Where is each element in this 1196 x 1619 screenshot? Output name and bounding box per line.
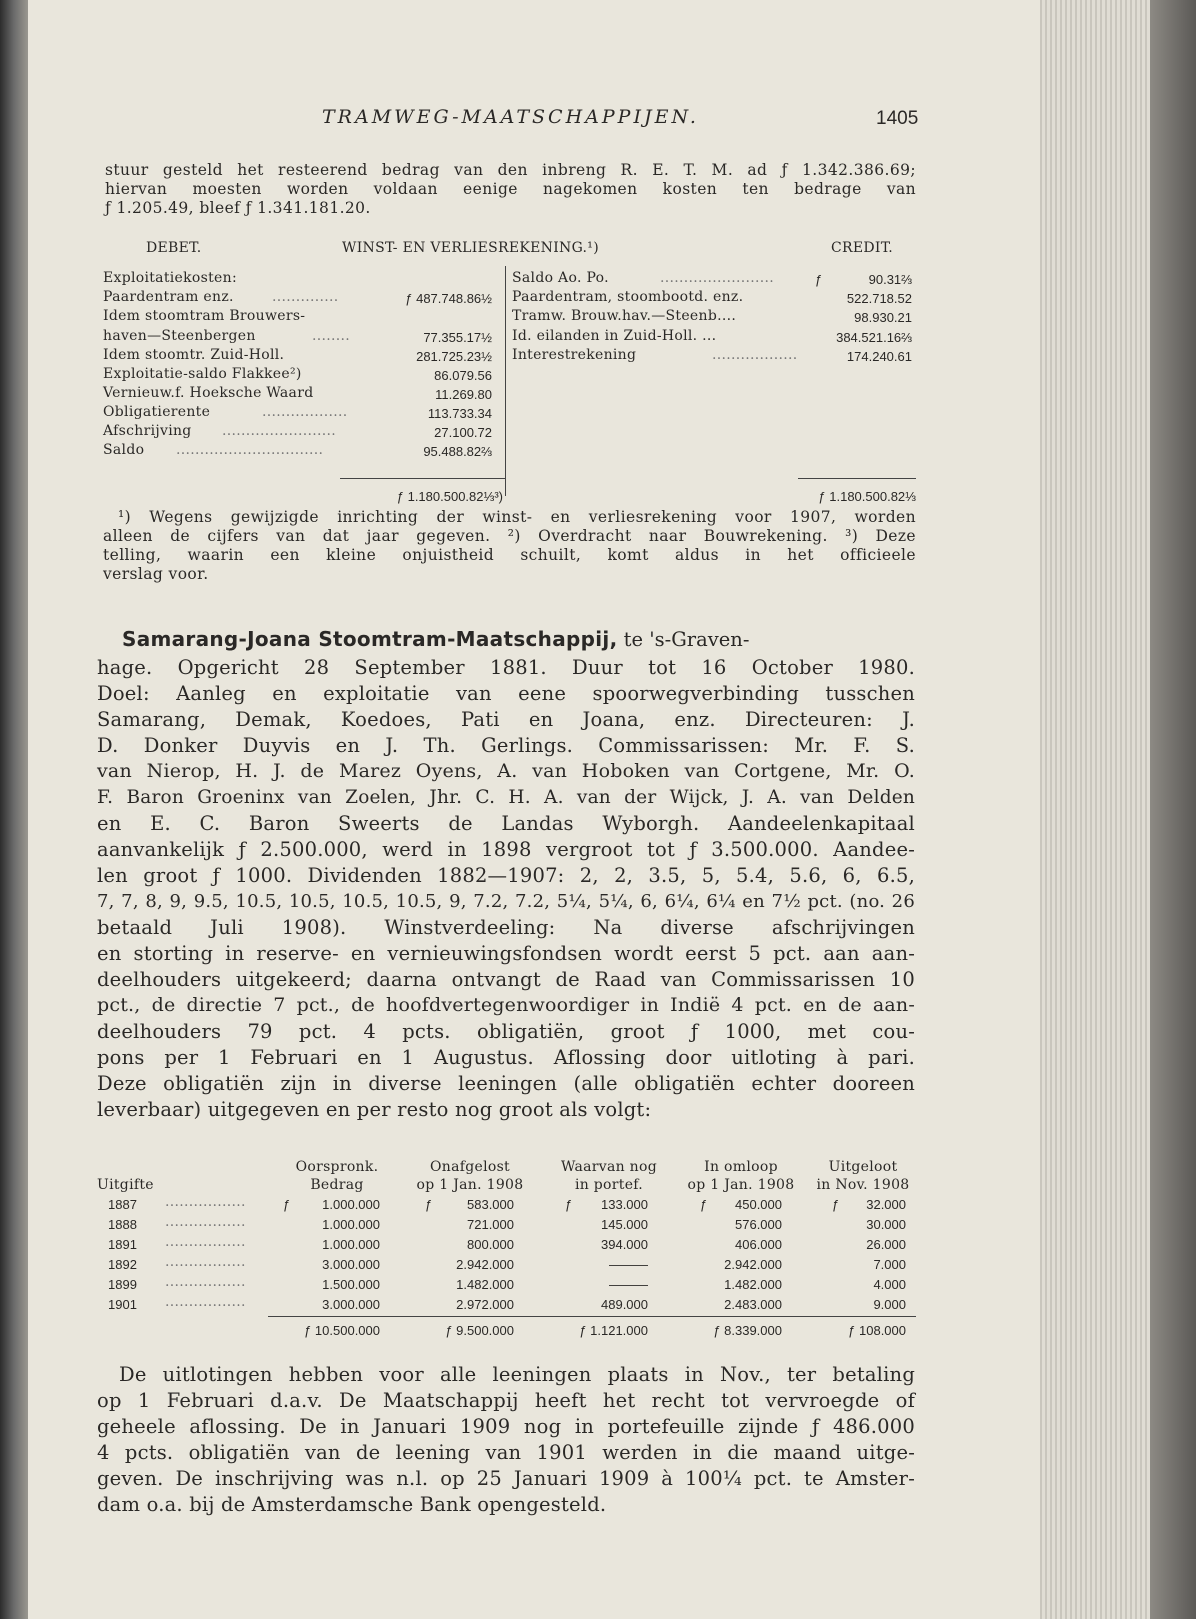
company-line: van Nierop, H. J. de Marez Oyens, A. van Hoboken van Cortgene, Mr. O. (97, 760, 915, 782)
credit-amount: 174.240.61 (846, 349, 912, 364)
bonds-header-line2: op 1 Jan. 1908 (416, 1177, 524, 1193)
bonds-year: 1892 (108, 1257, 137, 1272)
bonds-total: ƒ 108.000 (848, 1323, 906, 1338)
debit-total-rule (340, 478, 505, 479)
bonds-value: 30.000 (866, 1217, 906, 1232)
debit-label: Exploitatie-saldo Flakkee²) (103, 366, 302, 382)
bonds-value: 2.942.000 (456, 1257, 514, 1272)
intro-line: hiervan moesten worden voldaan eenige nagekomen kosten ten bedrage van (105, 180, 916, 198)
bonds-value: 394.000 (601, 1237, 648, 1252)
pl-debet-label: DEBET. (146, 240, 202, 256)
company-line: aanvankelijk ƒ 2.500.000, werd in 1898 vergroot tot ƒ 3.500.000. Aandee- (97, 838, 915, 861)
debit-amount: 113.733.34 (427, 406, 492, 421)
bonds-value: 1.482.000 (456, 1277, 514, 1292)
bonds-value: 800.000 (467, 1237, 514, 1252)
credit-label: Id. eilanden in Zuid-Holl. ... (512, 328, 717, 344)
bonds-value: 721.000 (467, 1217, 514, 1232)
pl-title: WINST- EN VERLIESREKENING.¹) (342, 240, 599, 256)
bonds-value: 2.972.000 (456, 1297, 514, 1312)
bonds-value: 450.000 (735, 1197, 782, 1212)
debit-amount: ƒ 487.748.86½ (405, 291, 492, 306)
debit-label: haven—Steenbergen (103, 328, 256, 344)
credit-label: Tramw. Brouw.hav.—Steenb.... (512, 308, 737, 324)
bonds-value: 3.000.000 (322, 1297, 380, 1312)
bonds-year: 1888 (108, 1217, 137, 1232)
debit-amount: 77.355.17½ (423, 330, 492, 345)
bonds-total: ƒ 8.339.000 (713, 1323, 782, 1338)
dot-leader: ........ (312, 328, 351, 344)
dot-leader: ................. (165, 1254, 246, 1270)
bonds-header-line2: in Nov. 1908 (816, 1177, 910, 1193)
bonds-total: ƒ 1.121.000 (579, 1323, 648, 1338)
company-location: te 's-Graven- (623, 628, 750, 651)
credit-total-rule (798, 478, 916, 479)
dot-leader: ................. (165, 1234, 246, 1250)
bonds-value: 2.942.000 (724, 1257, 782, 1272)
company-name: Samarang-Joana Stoomtram-Maatschappij, (122, 627, 618, 651)
bonds-value: 1.000.000 (322, 1197, 380, 1212)
credit-amount: 90.31⅔ (868, 272, 912, 287)
debit-label: Vernieuw.f. Hoeksche Waard (103, 385, 314, 401)
debit-amount: 95.488.82⅔ (423, 444, 492, 459)
bonds-value: 406.000 (735, 1237, 782, 1252)
company-line: F. Baron Groeninx van Zoelen, Jhr. C. H. A. van der Wijck, J. A. van Delden (97, 787, 915, 808)
pl-credit-label: CREDIT. (831, 240, 894, 256)
company-line: Deze obligatiën zijn in diverse leeningen (alle obligatiën echter dooreen (97, 1072, 915, 1095)
debit-label: Paardentram enz. (103, 289, 234, 305)
bonds-header-line2: Bedrag (310, 1177, 364, 1193)
credit-label: Saldo Ao. Po. (512, 270, 609, 286)
debit-label: Afschrijving (103, 423, 192, 439)
closing-line: geheele aflossing. De in Januari 1909 nog in portefeuille zijnde ƒ 486.000 (97, 1415, 915, 1438)
bonds-value: 2.483.000 (724, 1297, 782, 1312)
dot-leader: ........................ (222, 423, 337, 439)
bonds-currency: ƒ (832, 1197, 840, 1212)
bonds-header-line1: Uitgeloot (828, 1159, 898, 1175)
company-line: pons per 1 Februari en 1 Augustus. Aflossing door uitloting à pari. (97, 1046, 915, 1069)
page-edges-shadow (1150, 0, 1196, 1619)
dot-leader: ........................ (660, 270, 775, 286)
bonds-currency: ƒ (565, 1197, 573, 1212)
bonds-value: 583.000 (467, 1197, 514, 1212)
closing-line: 4 pcts. obligatiën van de leening van 1901 werden in die maand uitge- (97, 1441, 915, 1464)
debit-total: ƒ 1.180.500.82⅓³) (396, 489, 503, 504)
footnote-line: alleen de cijfers van dat jaar gegeven. ²) Overdracht naar Bouwrekening. ³) Deze (103, 527, 916, 545)
bonds-currency: ƒ (700, 1197, 708, 1212)
bonds-header-line2: op 1 Jan. 1908 (687, 1177, 795, 1193)
bonds-value: 7.000 (873, 1257, 906, 1272)
debit-label: Idem stoomtr. Zuid-Holl. (103, 347, 285, 363)
credit-label: Interestrekening (512, 347, 637, 363)
bonds-value: 145.000 (601, 1217, 648, 1232)
pl-divider (505, 266, 506, 496)
debit-label: Idem stoomtram Brouwers- (103, 308, 306, 324)
dot-leader: ................. (165, 1294, 246, 1310)
debit-amount: 27.100.72 (434, 425, 492, 440)
bonds-header-line1: In omloop (704, 1159, 778, 1175)
debit-label: Saldo (103, 442, 145, 458)
bonds-value: 133.000 (601, 1197, 648, 1212)
credit-total: ƒ 1.180.500.82⅓ (818, 489, 916, 504)
credit-label: Paardentram, stoombootd. enz. (512, 289, 744, 305)
bonds-value: 1.000.000 (322, 1217, 380, 1232)
closing-line: dam o.a. bij de Amsterdamsche Bank opengesteld. (97, 1493, 607, 1516)
bonds-total: ƒ 9.500.000 (445, 1323, 514, 1338)
debit-amount: 86.079.56 (434, 368, 492, 383)
footnote-line: ¹) Wegens gewijzigde inrichting der winst- en verliesrekening voor 1907, worden (118, 508, 916, 526)
bonds-value: ——— (609, 1257, 648, 1272)
bonds-value: 26.000 (866, 1237, 906, 1252)
company-line: deelhouders 79 pct. 4 pcts. obligatiën, groot ƒ 1000, met cou- (97, 1020, 915, 1043)
company-heading (122, 627, 749, 651)
bonds-value: 1.482.000 (724, 1277, 782, 1292)
dot-leader: .................. (262, 404, 348, 420)
bonds-currency: ƒ (283, 1197, 291, 1212)
bonds-header-line1: Onafgelost (430, 1159, 510, 1175)
debit-label: Obligatierente (103, 404, 211, 420)
bonds-year: 1899 (108, 1277, 137, 1292)
bonds-header-line1: Oorspronk. (295, 1159, 379, 1175)
debit-label: Exploitatiekosten: (103, 270, 237, 286)
bonds-value: 9.000 (873, 1297, 906, 1312)
closing-line: geven. De inschrijving was n.l. op 25 Januari 1909 à 100¼ pct. te Amster- (97, 1467, 915, 1490)
bonds-value: 489.000 (601, 1297, 648, 1312)
company-line: len groot ƒ 1000. Dividenden 1882—1907: 2, 2, 3.5, 5, 5.4, 5.6, 6, 6.5, (97, 864, 915, 887)
bonds-total: ƒ 10.500.000 (304, 1323, 380, 1338)
credit-currency: ƒ (815, 272, 823, 287)
company-line: deelhouders uitgekeerd; daarna ontvangt de Raad van Commissarissen 10 (97, 968, 915, 991)
bonds-year: 1891 (108, 1237, 137, 1252)
company-line: 7, 7, 8, 9, 9.5, 10.5, 10.5, 10.5, 10.5, 9, 7.2, 7.2, 5¼, 5¼, 6, 6¼, 6¼ en 7½ pct. (no. 26 (97, 891, 915, 912)
credit-amount: 98.930.21 (854, 310, 912, 325)
closing-line: op 1 Februari d.a.v. De Maatschappij heeft het recht tot vervroegde of (97, 1389, 915, 1412)
bonds-value: 1.500.000 (322, 1277, 380, 1292)
closing-line: De uitlotingen hebben voor alle leeningen plaats in Nov., ter betaling (119, 1363, 915, 1386)
bonds-year: 1887 (108, 1197, 137, 1212)
bonds-value: 32.000 (866, 1197, 906, 1212)
footnote-line: verslag voor. (103, 565, 209, 583)
company-line: en storting in reserve- en vernieuwingsfondsen wordt eerst 5 pct. aan aan- (97, 942, 915, 965)
dot-leader: ................. (165, 1194, 246, 1210)
dot-leader: ................. (165, 1214, 246, 1230)
company-line: en E. C. Baron Sweerts de Landas Wyborgh. Aandeelenkapitaal (97, 812, 915, 835)
book-binding (0, 0, 28, 1619)
credit-amount: 522.718.52 (846, 291, 912, 306)
page-number: 1405 (876, 108, 919, 129)
dot-leader: .............. (272, 289, 339, 305)
intro-line: ƒ 1.205.49, bleef ƒ 1.341.181.20. (105, 199, 371, 217)
bonds-header-line2: in portef. (574, 1177, 644, 1193)
bonds-total-rule (268, 1316, 916, 1317)
bonds-year: 1901 (108, 1297, 137, 1312)
company-line: pct., de directie 7 pct., de hoofdvertegenwoordiger in Indië 4 pct. en de aan- (97, 994, 915, 1016)
company-line: leverbaar) uitgegeven en per resto nog groot als volgt: (97, 1098, 652, 1121)
bonds-header-uitgifte: Uitgifte (97, 1177, 154, 1193)
running-title: TRAMWEG-MAATSCHAPPIJEN. (322, 106, 699, 128)
bonds-value: ——— (609, 1277, 648, 1292)
credit-amount: 384.521.16⅔ (836, 330, 912, 345)
dot-leader: .................. (712, 347, 798, 363)
debit-amount: 11.269.80 (435, 387, 492, 402)
debit-amount: 281.725.23½ (416, 349, 492, 364)
bonds-header-line1: Waarvan nog (561, 1159, 657, 1175)
company-line: Samarang, Demak, Koedoes, Pati en Joana, enz. Directeuren: J. (97, 708, 915, 731)
company-line: betaald Juli 1908). Winstverdeeling: Na diverse afschrijvingen (97, 916, 915, 939)
intro-line: stuur gesteld het resteerend bedrag van den inbreng R. E. T. M. ad ƒ 1.342.386.69; (105, 161, 916, 179)
company-line: Doel: Aanleg en exploitatie van eene spoorwegverbinding tusschen (97, 682, 915, 705)
footnote-line: telling, waarin een kleine onjuistheid schuilt, komt aldus in het officieele (103, 546, 916, 564)
bonds-value: 4.000 (873, 1277, 906, 1292)
bonds-value: 1.000.000 (322, 1237, 380, 1252)
bonds-value: 576.000 (735, 1217, 782, 1232)
company-line: hage. Opgericht 28 September 1881. Duur tot 16 October 1980. (97, 656, 915, 679)
bonds-currency: ƒ (425, 1197, 433, 1212)
company-line: D. Donker Duyvis en J. Th. Gerlings. Commissarissen: Mr. F. S. (97, 734, 915, 757)
dot-leader: ............................... (176, 442, 324, 458)
bonds-value: 3.000.000 (322, 1257, 380, 1272)
dot-leader: ................. (165, 1274, 246, 1290)
